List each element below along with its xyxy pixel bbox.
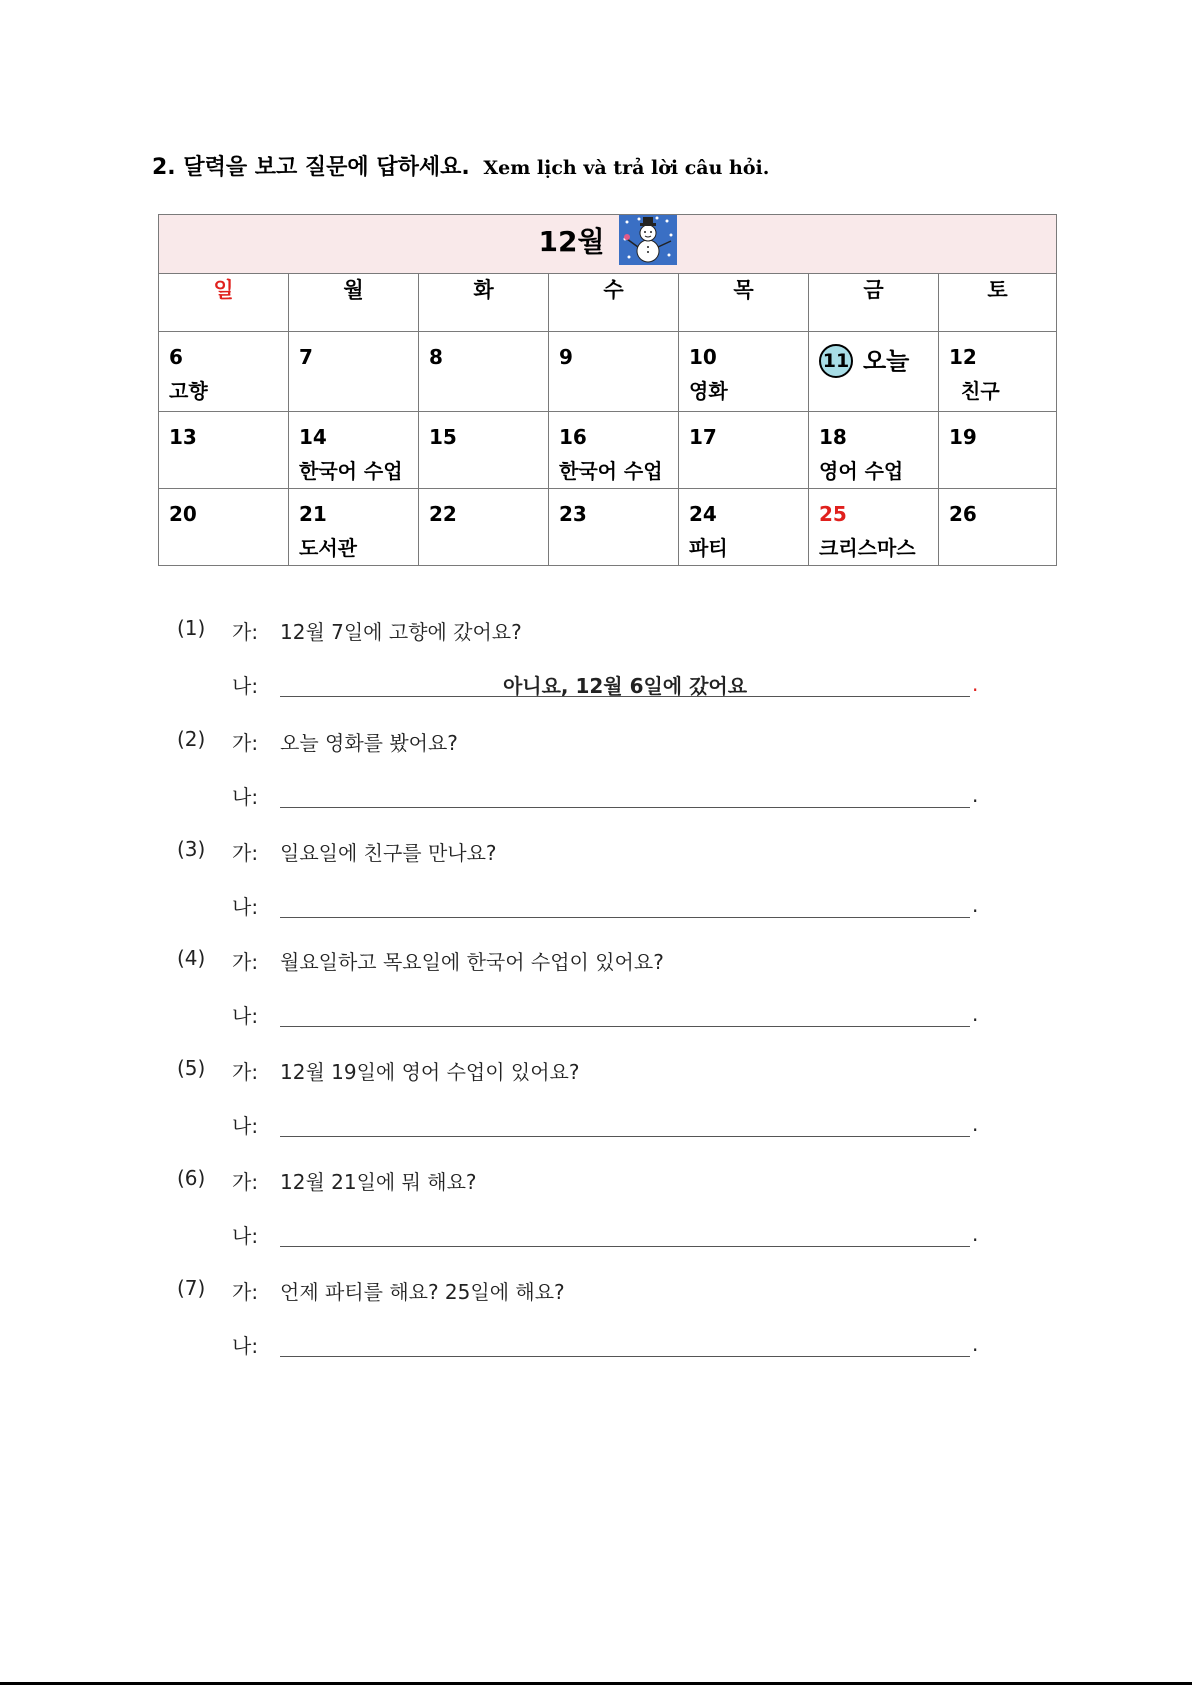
speaker-b-label: 나: [232,1114,259,1138]
day-number: 18 [819,425,847,449]
day-cell [289,332,419,412]
day-cell [419,332,549,412]
day-number-holiday: 25 [819,502,847,526]
day-cell [549,332,679,412]
day-cell [289,412,419,489]
today-marker: 11 [819,344,853,378]
weekday-mon: 월 [289,274,419,332]
question-text: 12월 21일에 뭐 해요? [280,1170,477,1194]
day-event: 크리스마스 [819,536,916,560]
day-number: 14 [299,425,327,449]
question-number: (2) [177,727,206,751]
answer-period: . [972,1332,979,1356]
question-text: 월요일하고 목요일에 한국어 수업이 있어요? [280,950,664,974]
speaker-a-label: 가: [232,841,259,865]
question-number: (3) [177,837,206,861]
day-cell [549,412,679,489]
answer-line[interactable] [280,781,970,808]
question-text: 오늘 영화를 봤어요? [280,731,458,755]
calendar-table [158,214,1057,566]
day-number: 9 [559,345,573,369]
today-label: 오늘 [863,347,910,375]
month-header [159,215,1057,274]
answer-line[interactable] [280,1110,970,1137]
question-number: (5) [177,1056,206,1080]
day-cell [679,332,809,412]
speaker-a-label: 가: [232,731,259,755]
speaker-b-label: 나: [232,674,259,698]
day-cell [419,412,549,489]
day-cell [159,489,289,566]
day-cell [549,489,679,566]
day-number: 15 [429,425,457,449]
day-number: 20 [169,502,197,526]
day-event: 한국어 수업 [299,459,403,483]
question-text: 12월 7일에 고향에 갔어요? [280,620,522,644]
weekday-sun: 일 [159,274,289,332]
speaker-a-label: 가: [232,1060,259,1084]
weekday-tue: 화 [419,274,549,332]
answer-period: . [972,1002,979,1026]
day-event: 영어 수업 [819,459,904,483]
snowman-icon [619,215,677,265]
day-cell [679,489,809,566]
answer-text: 아니요, 12월 6일에 갔어요 [502,674,748,698]
weekday-sat: 토 [939,274,1057,332]
day-number: 10 [689,345,717,369]
speaker-b-label: 나: [232,1334,259,1358]
day-cell [159,332,289,412]
day-cell [419,489,549,566]
day-cell [679,412,809,489]
day-event: 파티 [689,536,728,560]
speaker-b-label: 나: [232,1224,259,1248]
answer-period: . [972,672,979,696]
day-event: 친구 [961,379,1000,403]
weekday-fri: 금 [809,274,939,332]
question-number: (1) [177,616,206,640]
speaker-a-label: 가: [232,950,259,974]
month-label: 12월 [538,225,605,258]
day-cell [939,489,1057,566]
title-vietnamese: Xem lịch và trả lời câu hỏi. [483,157,770,179]
day-number: 19 [949,425,977,449]
answer-line[interactable] [280,891,970,918]
day-number: 16 [559,425,587,449]
exercise-title [152,150,769,181]
question-text: 12월 19일에 영어 수업이 있어요? [280,1060,580,1084]
weekday-thu: 목 [679,274,809,332]
day-event: 도서관 [299,536,357,560]
question-text: 일요일에 친구를 만나요? [280,841,497,865]
speaker-a-label: 가: [232,1280,259,1304]
day-event: 영화 [689,379,728,403]
day-number: 7 [299,345,313,369]
day-number: 22 [429,502,457,526]
weekday-wed: 수 [549,274,679,332]
speaker-a-label: 가: [232,1170,259,1194]
day-cell-today [809,332,939,412]
question-number: (6) [177,1166,206,1190]
day-number: 6 [169,345,183,369]
answer-period: . [972,1222,979,1246]
speaker-a-label: 가: [232,620,259,644]
day-number: 17 [689,425,717,449]
day-cell-holiday [809,489,939,566]
day-cell [939,412,1057,489]
day-number: 21 [299,502,327,526]
answer-line[interactable] [280,1330,970,1357]
day-number: 12 [949,345,977,369]
day-event: 한국어 수업 [559,459,663,483]
answer-period: . [972,1112,979,1136]
speaker-b-label: 나: [232,895,259,919]
question-number: (7) [177,1276,206,1300]
day-number: 23 [559,502,587,526]
day-cell [939,332,1057,412]
answer-line[interactable] [280,1220,970,1247]
day-cell [159,412,289,489]
answer-line[interactable] [280,670,970,697]
speaker-b-label: 나: [232,1004,259,1028]
day-cell [809,412,939,489]
day-number: 26 [949,502,977,526]
speaker-b-label: 나: [232,785,259,809]
question-number: (4) [177,946,206,970]
question-text: 언제 파티를 해요? 25일에 해요? [280,1280,565,1304]
day-event: 고향 [169,379,208,403]
answer-line[interactable] [280,1000,970,1027]
day-number: 13 [169,425,197,449]
title-korean: 2. 달력을 보고 질문에 답하세요. [152,155,470,180]
day-number: 24 [689,502,717,526]
day-number: 8 [429,345,443,369]
answer-period: . [972,893,979,917]
day-cell [289,489,419,566]
answer-period: . [972,783,979,807]
